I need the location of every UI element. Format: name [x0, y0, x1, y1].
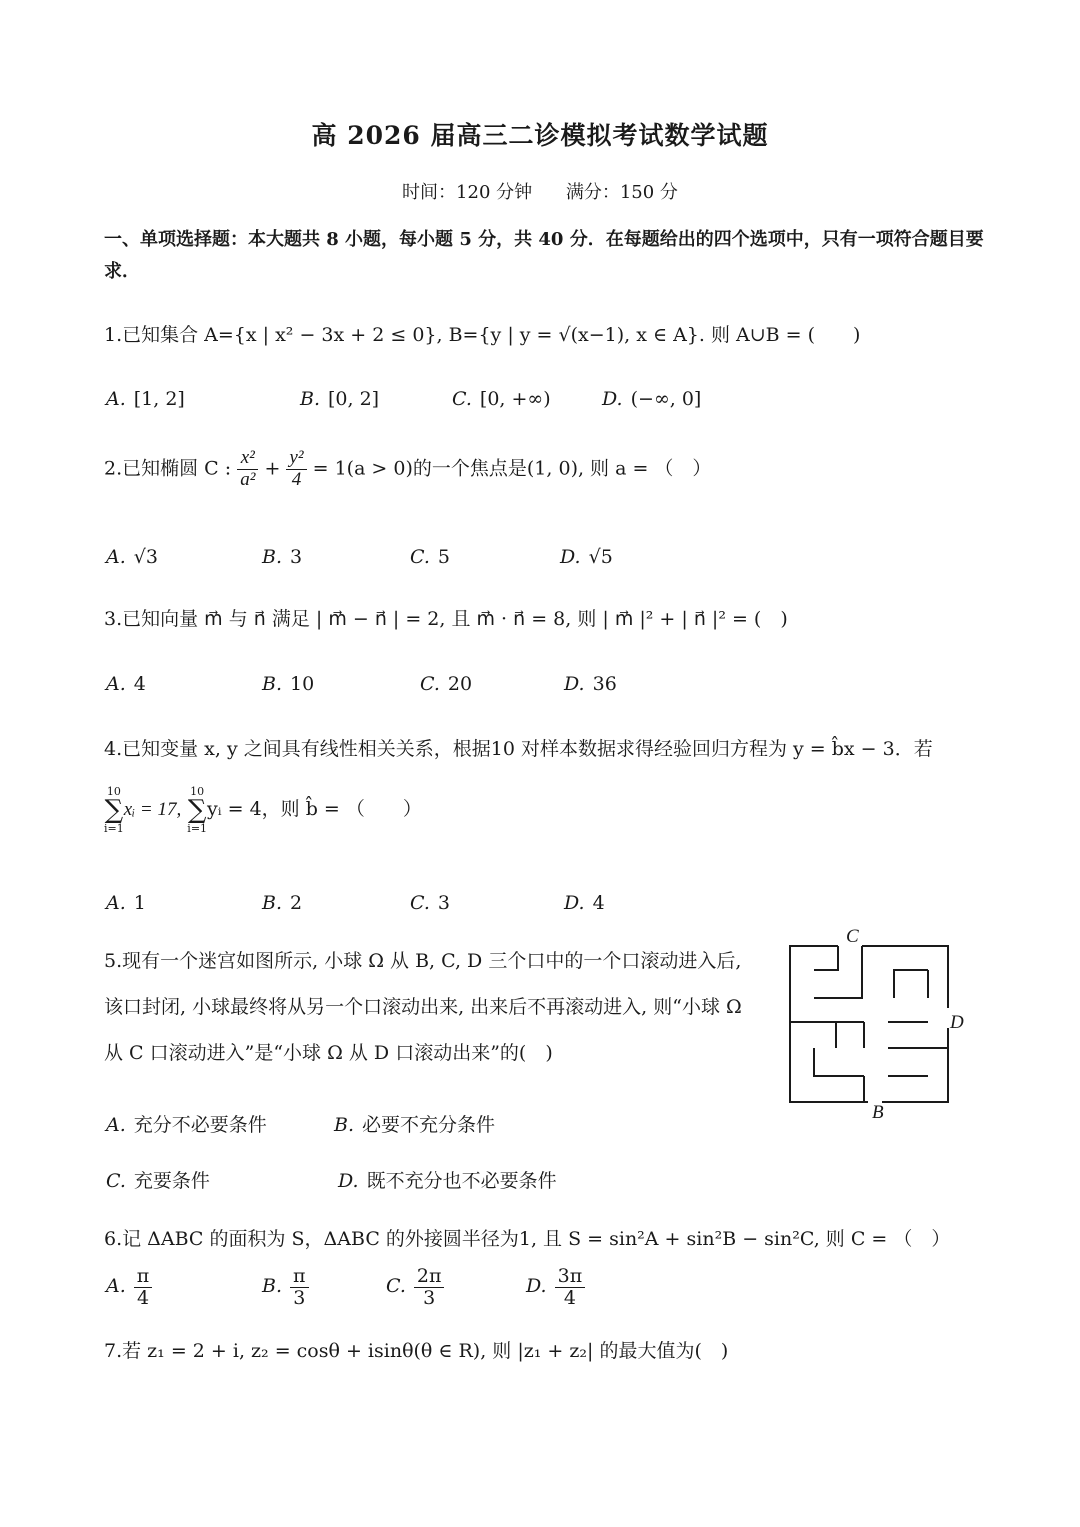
maze-label-c: C [846, 926, 859, 947]
q3-option-d: D. 36 [564, 673, 617, 695]
question-4-sums: 10 ∑ i=1xᵢ = 17, 10 ∑ i=1yᵢ = 4，则 b̂ = （ ） [104, 785, 422, 835]
q5-option-c: C. 充要条件 [106, 1170, 210, 1192]
question-7-stem: 7.若 z₁ = 2 + i, z₂ = cosθ + isinθ(θ ∈ R), 则 |z₁ + z₂| 的最大值为( ) [104, 1340, 729, 1362]
question-2-stem: 2.已知椭圆 C : $\frac{\text{x²}}{\text{a²}}$ + $\frac{\text{y²}}{4}$ = 1(a > 0)的一个焦点是(1, 0), 则 a = （ ） [104, 447, 712, 490]
q1-option-a: A. [1, 2] [106, 388, 185, 410]
question-3-stem: 3.已知向量 m⃗ 与 n⃗ 满足 | m⃗ − n⃗ | = 2, 且 m⃗ · n⃗ = 8, 则 | m⃗ |² + | n⃗ |² = ( ) [104, 608, 788, 630]
q4-option-a: A. 1 [106, 892, 146, 914]
maze-walls [790, 946, 948, 1102]
sum-symbol-x: 10 ∑ i=1 [104, 785, 124, 835]
q2-fraction-y: $\frac{\text{y²}}{4}$ [286, 448, 306, 491]
question-1-stem: 1.已知集合 A={x | x² − 3x + 2 ≤ 0}, B={y | y = √(x−1), x ∈ A}. 则 A∪B = ( ) [104, 324, 861, 346]
question-5-stem: 5.现有一个迷宫如图所示, 小球 Ω 从 B, C, D 三个口中的一个口滚动进入后, 该口封闭, 小球最终将从另一个口滚动出来, 出来后不再滚动进入, 则“小球 Ω 从 C 口滚动进入”是“小球 Ω 从 D 口滚动出来”的( ) [104, 950, 742, 1064]
q1-option-b: B. [0, 2] [300, 388, 380, 410]
maze-label-d: D [950, 1012, 964, 1033]
q1-option-d: D. (−∞, 0] [602, 388, 702, 410]
page-title: 高 2026 届高三二诊模拟考试数学试题 [311, 121, 769, 150]
question-4-stem: 4.已知变量 x, y 之间具有线性相关关系，根据10 对样本数据求得经验回归方程为 y = b̂x − 3．若 [104, 738, 933, 760]
maze-figure [778, 924, 978, 1124]
q2-option-a: A. √3 [106, 546, 158, 568]
q6-option-b: B. $\frac{\pi}{3}$ [262, 1266, 309, 1309]
q4-option-b: B. 2 [262, 892, 303, 914]
exam-time: 时间：120 分钟 [402, 182, 533, 203]
q5-option-a: A. 充分不必要条件 [106, 1114, 267, 1136]
q2-fraction-x: $\frac{\text{x²}}{\text{a²}}$ [237, 448, 258, 491]
q5-option-b: B. 必要不充分条件 [334, 1114, 496, 1136]
q3-option-c: C. 20 [420, 673, 473, 695]
q5-option-d: D. 既不充分也不必要条件 [338, 1170, 557, 1192]
q6-option-d: D. $\frac{3\pi}{4}$ [526, 1266, 585, 1309]
section-heading: 一、单项选择题：本大题共 8 小题，每小题 5 分，共 40 分．在每题给出的四个选项中，只有一项符合题目要求． [104, 229, 984, 282]
q3-option-b: B. 10 [262, 673, 315, 695]
q3-option-a: A. 4 [106, 673, 146, 695]
question-6-stem: 6.记 ΔABC 的面积为 S，ΔABC 的外接圆半径为1, 且 S = sin²A + sin²B − sin²C, 则 C = （ ） [104, 1228, 951, 1250]
q4-option-c: C. 3 [410, 892, 450, 914]
q6-option-a: A. $\frac{\pi}{4}$ [106, 1266, 152, 1309]
q2-option-c: C. 5 [410, 546, 450, 568]
q2-option-b: B. 3 [262, 546, 303, 568]
exam-meta [0, 178, 1080, 204]
q4-option-d: D. 4 [564, 892, 605, 914]
q6-option-c: C. $\frac{2\pi}{3}$ [386, 1266, 444, 1309]
q2-option-d: D. √5 [560, 546, 613, 568]
maze-label-b: B [872, 1102, 884, 1123]
sum-symbol-y: 10 ∑ i=1 [187, 785, 208, 835]
q1-option-c: C. [0, +∞) [452, 388, 551, 410]
exam-score: 满分：150 分 [565, 182, 678, 203]
